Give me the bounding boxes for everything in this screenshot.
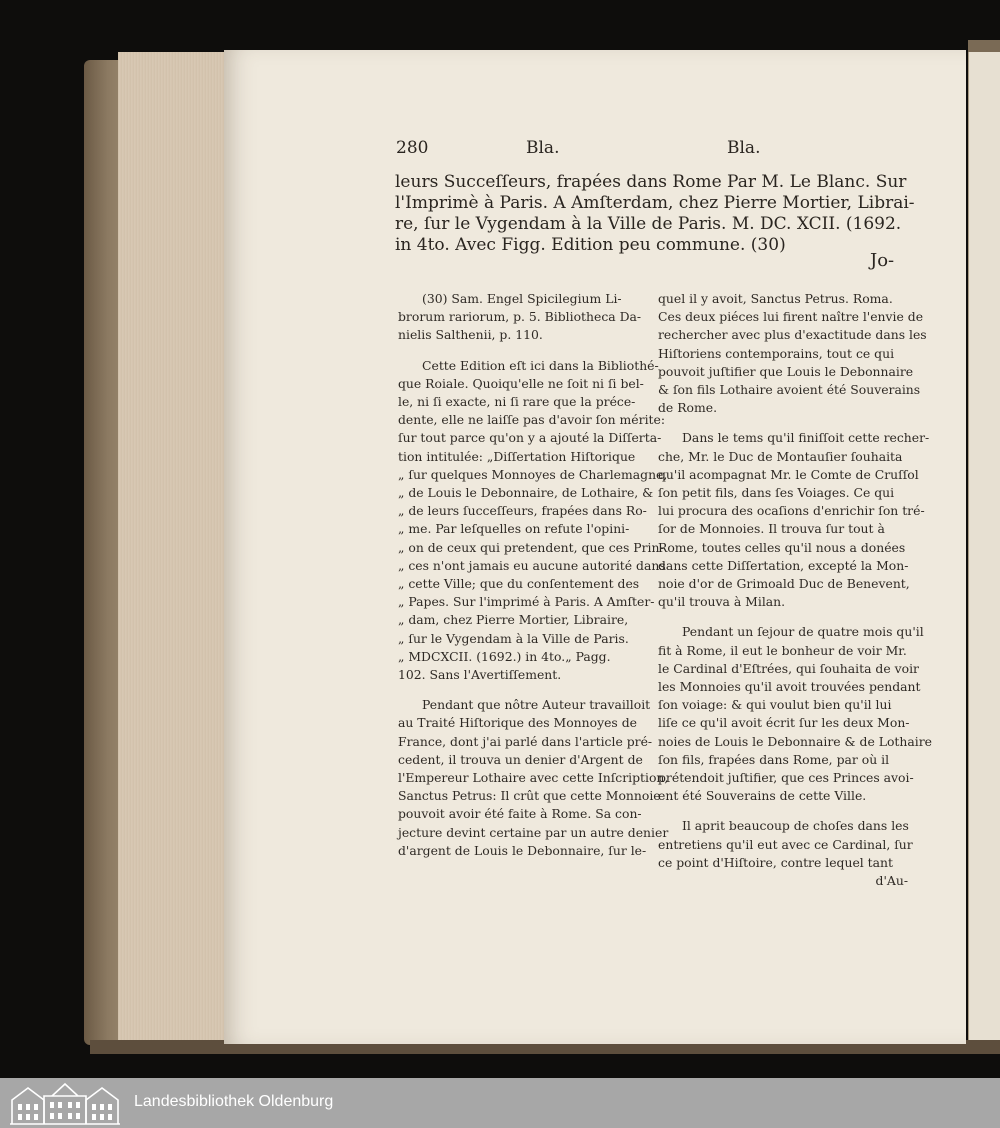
text-line: Rome, toutes celles qu'il nous a donées <box>658 539 906 555</box>
text-line: „ de leurs ſucceſſeurs, frapées dans Ro- <box>398 503 647 519</box>
text-line: Ces deux piéces lui firent naître l'envie de <box>658 309 924 325</box>
text-line: les Monnoies qu'il avoit trouvées pendant <box>658 679 921 695</box>
text-line: Cette Edition eſt ici dans la Bibliothé- <box>422 357 659 373</box>
main-text-block <box>395 172 915 256</box>
text-line: qu'il acompagnat Mr. le Comte de Cruſſol <box>658 466 919 482</box>
main-text-line: re, ſur le Vygendam à la Ville de Paris. M. DC. XCII. (1692. <box>395 214 902 234</box>
text-line: che, Mr. le Duc de Montauſier ſouhaita <box>658 448 903 464</box>
text-line: Sanctus Petrus: Il crût que cette Monnoie <box>398 788 661 804</box>
text-line: dente, elle ne laiſſe pas d'avoir ſon mérite: <box>398 412 666 428</box>
text-line: le Cardinal d'Eſtrées, qui ſouhaita de voir <box>658 660 919 676</box>
text-line: „ on de ceux qui pretendent, que ces Prin- <box>398 539 664 555</box>
text-line: (30) Sam. Engel Spicilegium Li- <box>422 291 622 306</box>
text-line: ce point d'Hiſtoire, contre lequel tant <box>658 854 894 870</box>
text-line: entretiens qu'il eut avec ce Cardinal, ſur <box>658 836 913 852</box>
text-line: „ MDCXCII. (1692.) in 4to.„ Pagg. <box>398 648 611 664</box>
text-line: pouvoit avoir été faite à Rome. Sa con- <box>398 806 642 822</box>
text-line: l'Empereur Lothaire avec cette Inſcription, <box>398 770 669 786</box>
page-edges <box>118 52 226 1044</box>
text-line: noie d'or de Grimoald Duc de Benevent, <box>658 576 910 592</box>
text-line: „ ces n'ont jamais eu aucune autorité dans <box>398 557 666 573</box>
text-line: ſon fils, frapées dans Rome, par où il <box>658 751 890 767</box>
text-line: le, ni ſi exacte, ni ſi rare que la préce- <box>398 394 636 410</box>
text-line: dans cette Diſſertation, excepté la Mon- <box>658 557 909 573</box>
paragraph <box>658 290 927 417</box>
text-line: 102. Sans l'Avertiſſement. <box>398 667 562 683</box>
text-line: jecture devint certaine par un autre denier <box>398 824 669 840</box>
paragraph <box>398 696 669 860</box>
text-line: ſur tout parce qu'on y a ajouté la Diſſerta- <box>398 430 662 446</box>
running-head-left: Bla. <box>526 138 560 158</box>
paragraph <box>658 623 932 805</box>
text-line: „ ſur quelques Monnoyes de Charlemagne, <box>398 466 668 482</box>
text-line: ſor de Monnoies. Il trouva ſur tout à <box>658 521 885 537</box>
text-line: fit à Rome, il eut le bonheur de voir Mr. <box>658 642 907 658</box>
text-line: de Rome. <box>658 400 718 416</box>
text-line: „ dam, chez Pierre Mortier, Libraire, <box>398 612 629 628</box>
text-line: France, dont j'ai parlé dans l'article pré- <box>398 733 653 749</box>
text-line: lui procura des ocaſions d'enrichir ſon tré- <box>658 503 925 519</box>
library-building-icon <box>8 1080 122 1126</box>
right-column <box>658 290 932 902</box>
text-line: & ſon fils Lothaire avoient été Souverains <box>658 382 921 398</box>
text-line: Pendant que nôtre Auteur travailloit <box>422 697 651 713</box>
text-line: que Roiale. Quoiqu'elle ne ſoit ni ſi bel- <box>398 375 644 391</box>
text-line: rechercher avec plus d'exactitude dans les <box>658 327 927 343</box>
text-line: nielis Salthenii, p. 110. <box>398 327 543 343</box>
text-line: au Traité Hiſtorique des Monnoyes de <box>398 715 637 731</box>
text-line: „ de Louis le Debonnaire, de Lothaire, & <box>398 485 654 501</box>
footer-bar <box>0 1078 1000 1128</box>
text-line: Pendant un ſejour de quatre mois qu'il <box>682 624 924 640</box>
text-line: ent été Souverains de cette Ville. <box>658 788 867 804</box>
text-line: Il aprit beaucoup de choſes dans les <box>682 818 909 834</box>
text-line: cedent, il trouva un denier d'Argent de <box>398 751 643 767</box>
running-head-right: Bla. <box>727 138 761 158</box>
text-line: prétendoit juſtifier, que ces Princes avoi- <box>658 770 914 786</box>
text-line: ſon voiage: & qui voulut bien qu'il lui <box>658 697 892 713</box>
text-line: „ ſur le Vygendam à la Ville de Paris. <box>398 630 629 646</box>
text-line: qu'il trouva à Milan. <box>658 594 786 610</box>
text-line: liſe ce qu'il avoit écrit ſur les deux Mon- <box>658 715 910 731</box>
text-line: Dans le tems qu'il finiſſoit cette recher- <box>682 430 930 446</box>
main-text-line: in 4to. Avec Figg. Edition peu commune. (30) <box>395 235 786 255</box>
facing-page-edge <box>968 52 1000 1040</box>
text-line: ſon petit fils, dans ſes Voiages. Ce qui <box>658 485 895 501</box>
text-line: brorum rariorum, p. 5. Bibliotheca Da- <box>398 309 642 325</box>
text-line: pouvoit juſtifier que Louis le Debonnaire <box>658 363 914 379</box>
page-number: 280 <box>396 138 429 158</box>
catchword-main: Jo- <box>870 250 895 271</box>
footnote <box>398 290 648 345</box>
text-line: d'argent de Louis le Debonnaire, ſur le- <box>398 842 647 858</box>
text-line: „ Papes. Sur l'imprimé à Paris. A Amſter- <box>398 594 655 610</box>
text-line: noies de Louis le Debonnaire & de Lothaire <box>658 733 932 749</box>
paragraph <box>658 429 930 611</box>
main-text-line: leurs Succeſſeurs, frapées dans Rome Par M. Le Blanc. Sur <box>395 172 907 192</box>
paragraph <box>398 357 668 685</box>
text-line: „ cette Ville; que du conſentement des <box>398 576 640 592</box>
catchword-column: d'Au- <box>875 873 908 889</box>
text-line: tion intitulée: „Diſſertation Hiſtorique <box>398 448 636 464</box>
left-column <box>398 290 669 872</box>
text-line: „ me. Par leſquelles on refute l'opini- <box>398 521 630 537</box>
paragraph <box>658 817 913 890</box>
main-text-line: l'Imprimè à Paris. A Amſterdam, chez Pierre Mortier, Librai- <box>395 193 915 213</box>
text-line: quel il y avoit, Sanctus Petrus. Roma. <box>658 291 893 306</box>
text-line: Hiſtoriens contemporains, tout ce qui <box>658 345 895 361</box>
library-name: Landesbibliothek Oldenburg <box>134 1093 334 1110</box>
